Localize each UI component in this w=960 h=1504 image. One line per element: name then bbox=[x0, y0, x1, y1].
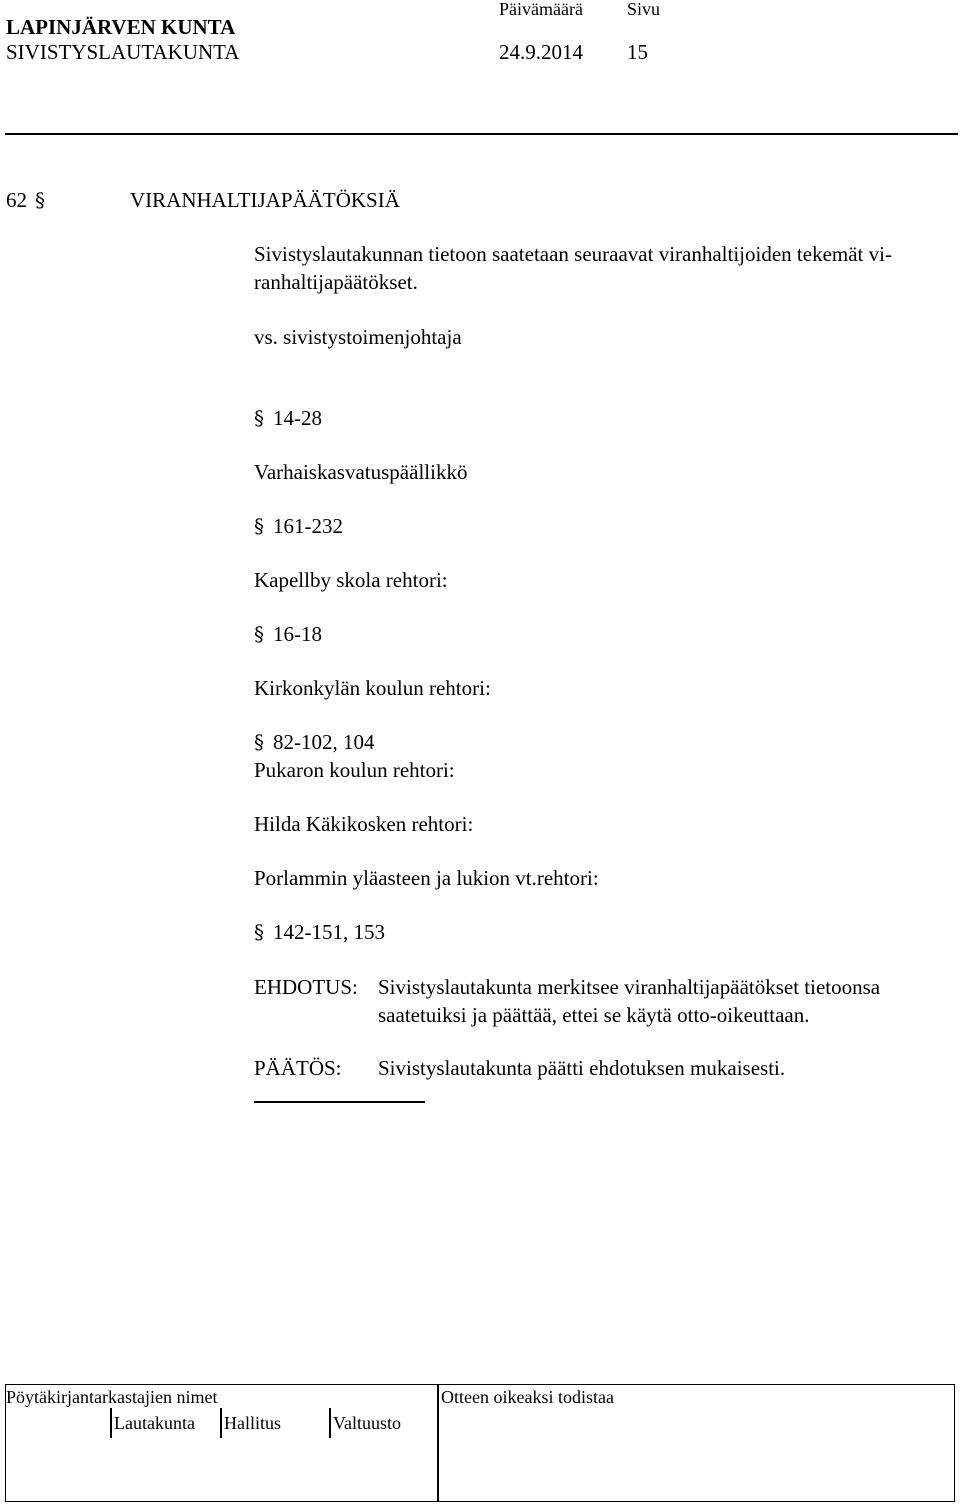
proposal-line-1: Sivistyslautakunta merkitsee viranhaltijapäätökset tietoonsa bbox=[378, 975, 881, 999]
organization-name: LAPINJÄRVEN KUNTA bbox=[6, 15, 236, 39]
decision-role: vs. sivistystoimenjohtaja bbox=[254, 325, 462, 349]
decision-role: Varhaiskasvatuspäällikkö bbox=[254, 460, 468, 484]
section-sign: § bbox=[254, 920, 264, 944]
section-sign: § bbox=[254, 514, 264, 538]
page-number: 15 bbox=[627, 40, 648, 64]
decision-role: Pukaron koulun rehtori: bbox=[254, 758, 455, 782]
footer-divider bbox=[110, 1408, 112, 1438]
decision-role: Kirkonkylän koulun rehtori: bbox=[254, 676, 491, 700]
decision-label: PÄÄTÖS: bbox=[254, 1056, 342, 1080]
footer-divider bbox=[329, 1408, 331, 1438]
meeting-date: 24.9.2014 bbox=[499, 40, 583, 64]
item-number: 62 bbox=[6, 188, 27, 212]
end-line bbox=[254, 1101, 425, 1103]
lautakunta-label: Lautakunta bbox=[114, 1413, 195, 1433]
decision-role: Porlammin yläasteen ja lukion vt.rehtori: bbox=[254, 866, 599, 890]
section-sign: § bbox=[35, 188, 45, 212]
inspectors-label: Pöytäkirjantarkastajien nimet bbox=[6, 1387, 218, 1407]
decision-paragraphs: 16-18 bbox=[273, 622, 322, 646]
decision-paragraphs: 161-232 bbox=[273, 514, 343, 538]
proposal-line-2: saatetuiksi ja päättää, ettei se käytä otto-oikeuttaan. bbox=[378, 1003, 810, 1027]
decision-paragraphs: 142-151, 153 bbox=[273, 920, 385, 944]
decision-paragraphs: 82-102, 104 bbox=[273, 730, 375, 754]
certified-label: Otteen oikeaksi todistaa bbox=[441, 1387, 614, 1407]
committee-name: SIVISTYSLAUTAKUNTA bbox=[6, 40, 240, 64]
decision-role: Hilda Käkikosken rehtori: bbox=[254, 812, 474, 836]
hallitus-label: Hallitus bbox=[224, 1413, 281, 1433]
decision-text: Sivistyslautakunta päätti ehdotuksen mukaisesti. bbox=[378, 1056, 786, 1080]
section-sign: § bbox=[254, 730, 264, 754]
decision-paragraphs: 14-28 bbox=[273, 406, 322, 430]
intro-line-1: Sivistyslautakunnan tietoon saatetaan seuraavat viranhaltijoiden tekemät vi- bbox=[254, 242, 892, 266]
valtuusto-label: Valtuusto bbox=[333, 1413, 402, 1433]
footer-divider bbox=[437, 1384, 439, 1502]
date-label: Päivämäärä bbox=[499, 0, 583, 19]
proposal-label: EHDOTUS: bbox=[254, 975, 358, 999]
page-label: Sivu bbox=[627, 0, 661, 19]
decision-role: Kapellby skola rehtori: bbox=[254, 568, 448, 592]
item-title: VIRANHALTIJAPÄÄTÖKSIÄ bbox=[130, 188, 400, 212]
section-sign: § bbox=[254, 406, 264, 430]
intro-line-2: ranhaltijapäätökset. bbox=[254, 270, 418, 294]
section-sign: § bbox=[254, 622, 264, 646]
header-divider bbox=[5, 133, 958, 135]
footer-divider bbox=[220, 1408, 222, 1438]
